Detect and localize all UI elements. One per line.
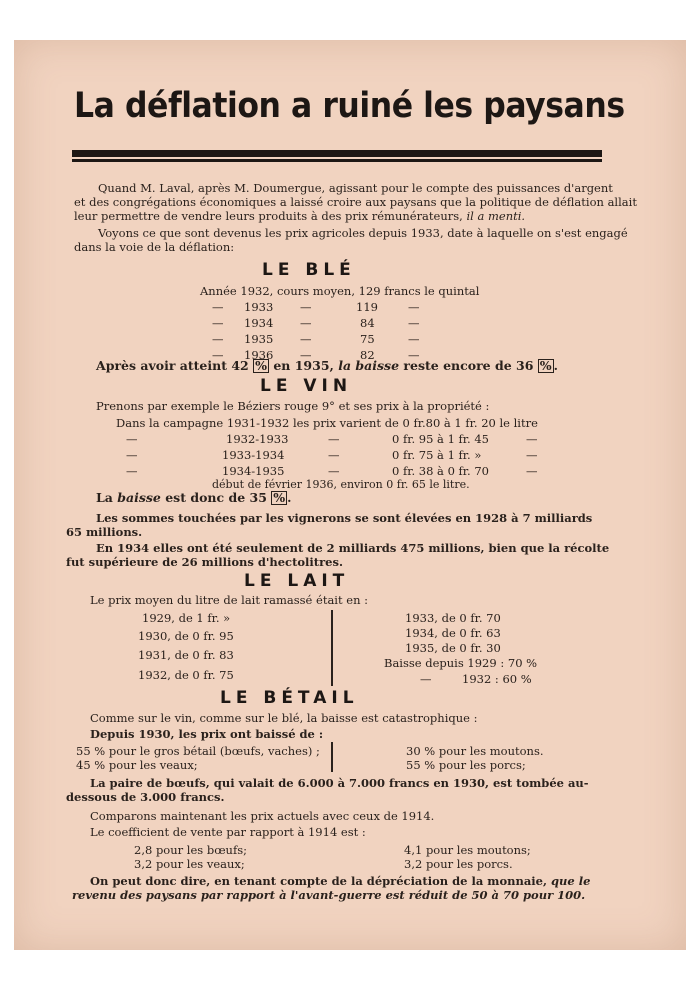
vin-period: 1932-1933 — [226, 432, 289, 446]
lait-left-row: 1932, de 0 fr. 75 — [138, 668, 234, 682]
vin-dash: — — [328, 432, 340, 446]
lait-intro: Le prix moyen du litre de lait ramassé était en : — [90, 593, 368, 607]
section-heading-betail: LE BÉTAIL — [220, 688, 359, 708]
ble-price: 82 — [360, 348, 375, 362]
lait-right-row: 1933, de 0 fr. 70 — [405, 611, 501, 625]
vin-baisse: La baisse est donc de 35 % . — [96, 490, 292, 505]
lait-divider — [331, 610, 333, 686]
ble-dash: — — [212, 332, 224, 346]
ble-year: 1934 — [244, 316, 274, 330]
coef-left-row: 3,2 pour les veaux; — [134, 857, 245, 871]
vin-range: 0 fr. 75 à 1 fr. » — [392, 448, 482, 462]
vin-dash: — — [126, 432, 138, 446]
vin-range: 0 fr. 38 à 0 fr. 70 — [392, 464, 489, 478]
ble-price: 84 — [360, 316, 375, 330]
betail-paire-1: La paire de bœufs, qui valait de 6.000 à 7.000 francs en 1930, est tombée au- — [90, 776, 589, 790]
betail-right-row: 30 % pour les moutons. — [406, 744, 544, 758]
betail-paire-2: dessous de 3.000 francs. — [66, 790, 225, 804]
ble-dash: — — [300, 300, 312, 314]
ble-dash: — — [408, 316, 420, 330]
betail-line-2: Depuis 1930, les prix ont baissé de : — [90, 727, 324, 741]
lait-baisse-2-dash: — — [420, 672, 432, 686]
ble-price: 119 — [356, 300, 378, 314]
betail-comparons: Comparons maintenant les prix actuels avec ceux de 1914. — [90, 809, 435, 823]
conclusion-line-1: On peut donc dire, en tenant compte de la dépréciation de la monnaie, que le — [90, 874, 591, 888]
vin-somme-3: En 1934 elles ont été seulement de 2 milliards 475 millions, bien que la récolte — [96, 541, 610, 555]
vin-debut: début de février 1936, environ 0 fr. 65 le litre. — [212, 478, 470, 491]
vin-somme-4: fut supérieure de 26 millions d'hectolitres. — [66, 555, 343, 569]
ble-year: 1936 — [244, 348, 274, 362]
ble-dash: — — [212, 316, 224, 330]
section-heading-lait: LE LAIT — [244, 571, 350, 591]
conclusion-line-2: revenu des paysans par rapport à l'avant-guerre est réduit de 50 à 70 pour 100. — [72, 888, 586, 902]
vin-dash: — — [328, 448, 340, 462]
vin-intro: Prenons par exemple le Béziers rouge 9° et ses prix à la propriété : — [96, 399, 490, 413]
lait-right-row: 1935, de 0 fr. 30 — [405, 641, 501, 655]
coef-right-row: 4,1 pour les moutons; — [404, 843, 531, 857]
ble-year: 1935 — [244, 332, 274, 346]
lait-baisse-1: Baisse depuis 1929 : 70 % — [384, 656, 538, 670]
betail-left-row: 45 % pour les veaux; — [76, 758, 198, 772]
intro-line-5: dans la voie de la déflation: — [74, 240, 235, 254]
vin-somme-1: Les sommes touchées par les vignerons se sont élevées en 1928 à 7 milliards — [96, 511, 593, 525]
ble-first-line: Année 1932, cours moyen, 129 francs le quintal — [200, 284, 480, 298]
vin-somme-2: 65 millions. — [66, 525, 143, 539]
lait-right-row: 1934, de 0 fr. 63 — [405, 626, 501, 640]
vin-range: 0 fr. 95 à 1 fr. 45 — [392, 432, 489, 446]
lait-left-row: 1929, de 1 fr. » — [142, 611, 231, 625]
vin-dash: — — [126, 464, 138, 478]
vin-period: 1934-1935 — [222, 464, 285, 478]
vin-dash: — — [526, 448, 538, 462]
section-heading-ble: LE BLÉ — [262, 260, 356, 280]
page-title: La déflation a ruiné les paysans — [74, 86, 625, 126]
ble-year: 1933 — [244, 300, 274, 314]
betail-right-row: 55 % pour les porcs; — [406, 758, 526, 772]
intro-line-2: et des congrégations économiques a laissé croire aux paysans que la politique de déflation allait — [74, 195, 637, 209]
betail-left-row: 55 % pour le gros bétail (bœufs, vaches) ; — [76, 744, 320, 758]
vin-dash: — — [328, 464, 340, 478]
vin-line-1: Dans la campagne 1931-1932 les prix varient de 0 fr.80 à 1 fr. 20 le litre — [116, 416, 538, 430]
vin-dash: — — [526, 432, 538, 446]
lait-baisse-2: 1932 : 60 % — [462, 672, 532, 686]
betail-divider — [331, 742, 333, 772]
ble-price: 75 — [360, 332, 375, 346]
title-underline — [72, 150, 602, 162]
section-heading-vin: LE VIN — [260, 376, 353, 396]
vin-dash: — — [526, 464, 538, 478]
ble-dash: — — [300, 332, 312, 346]
ble-summary: Après avoir atteint 42 % en 1935, la baisse reste encore de 36 % . — [96, 358, 559, 373]
vin-period: 1933-1934 — [222, 448, 285, 462]
intro-line-1: Quand M. Laval, après M. Doumergue, agissant pour le compte des puissances d'argent — [98, 181, 613, 195]
coef-left-row: 2,8 pour les bœufs; — [134, 843, 248, 857]
lait-left-row: 1931, de 0 fr. 83 — [138, 648, 234, 662]
intro-line-4: Voyons ce que sont devenus les prix agricoles depuis 1933, date à laquelle on s'est engagé — [98, 226, 628, 240]
ble-dash: — — [300, 348, 312, 362]
ble-dash: — — [408, 300, 420, 314]
betail-coef: Le coefficient de vente par rapport à 1914 est : — [90, 825, 366, 839]
ble-dash: — — [408, 332, 420, 346]
intro-line-3: leur permettre de vendre leurs produits à des prix rémunérateurs, il a menti. — [74, 209, 526, 223]
ble-dash: — — [300, 316, 312, 330]
ble-dash: — — [212, 300, 224, 314]
ble-dash: — — [212, 348, 224, 362]
coef-right-row: 3,2 pour les porcs. — [404, 857, 513, 871]
ble-dash: — — [408, 348, 420, 362]
lait-left-row: 1930, de 0 fr. 95 — [138, 629, 234, 643]
vin-dash: — — [126, 448, 138, 462]
betail-line-1: Comme sur le vin, comme sur le blé, la baisse est catastrophique : — [90, 711, 478, 725]
